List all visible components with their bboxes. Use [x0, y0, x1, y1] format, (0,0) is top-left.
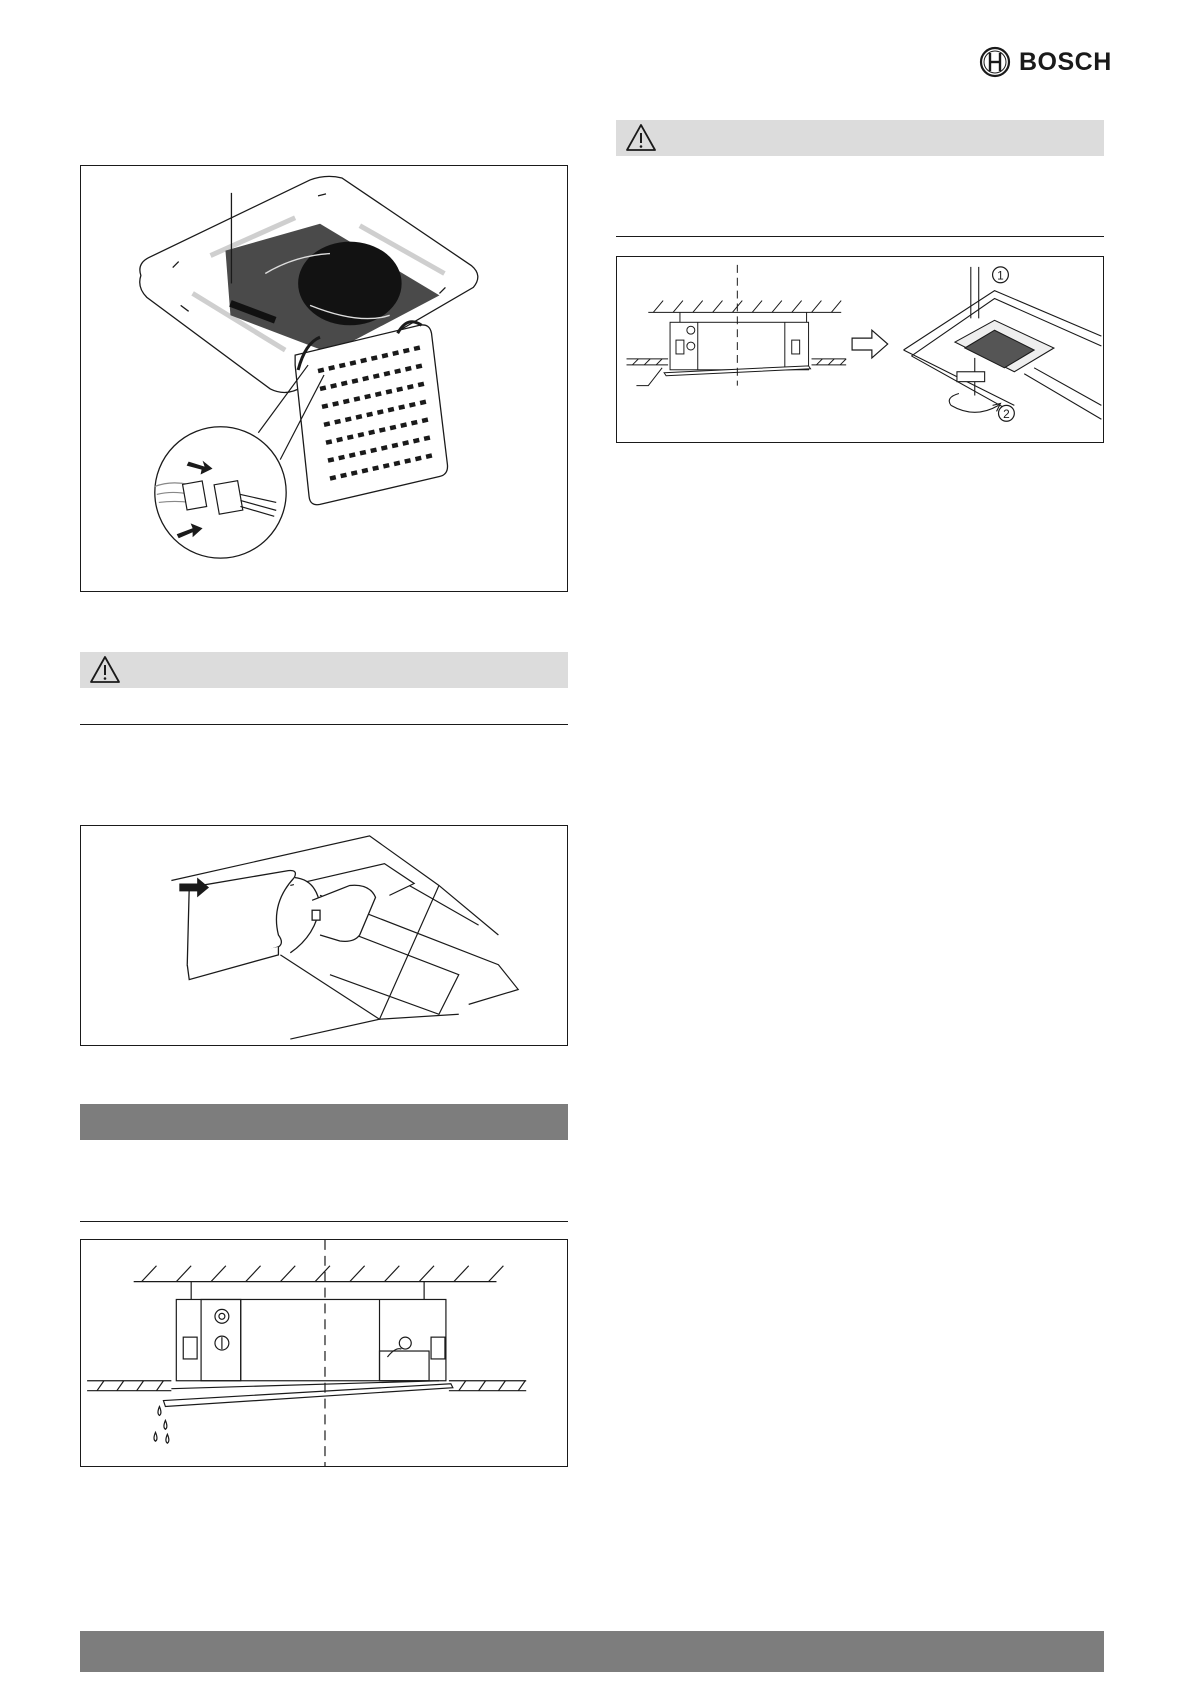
warning-triangle-icon: [88, 654, 122, 686]
grille-connector-figure: [80, 165, 568, 592]
unit-side-level-figure: [80, 1239, 568, 1467]
brand-name: BOSCH: [1019, 48, 1112, 76]
warning-bar-left: [80, 652, 568, 688]
warning-triangle-icon: [624, 122, 658, 154]
svg-text:1: 1: [997, 268, 1004, 283]
warning-bar-right: [616, 120, 1104, 156]
bosch-logo: [979, 46, 1119, 78]
bosch-armature-icon: [979, 46, 1013, 78]
cassette-unit-water-drip-illustration: [81, 1240, 567, 1466]
divider-left-2: [80, 1221, 568, 1222]
cassette-unit-height-adjust-illustration: [617, 257, 1103, 442]
svg-text:2: 2: [1003, 407, 1010, 422]
unit-adjust-figure: [616, 256, 1104, 443]
cassette-grille-connector-illustration: [81, 166, 567, 591]
footer-section-bar: [80, 1631, 1104, 1672]
divider-left-1: [80, 724, 568, 725]
divider-right-1: [616, 236, 1104, 237]
corner-cover-figure: [80, 825, 568, 1046]
section-bar-left: [80, 1104, 568, 1140]
corner-cover-slide-in-illustration: [81, 826, 567, 1045]
